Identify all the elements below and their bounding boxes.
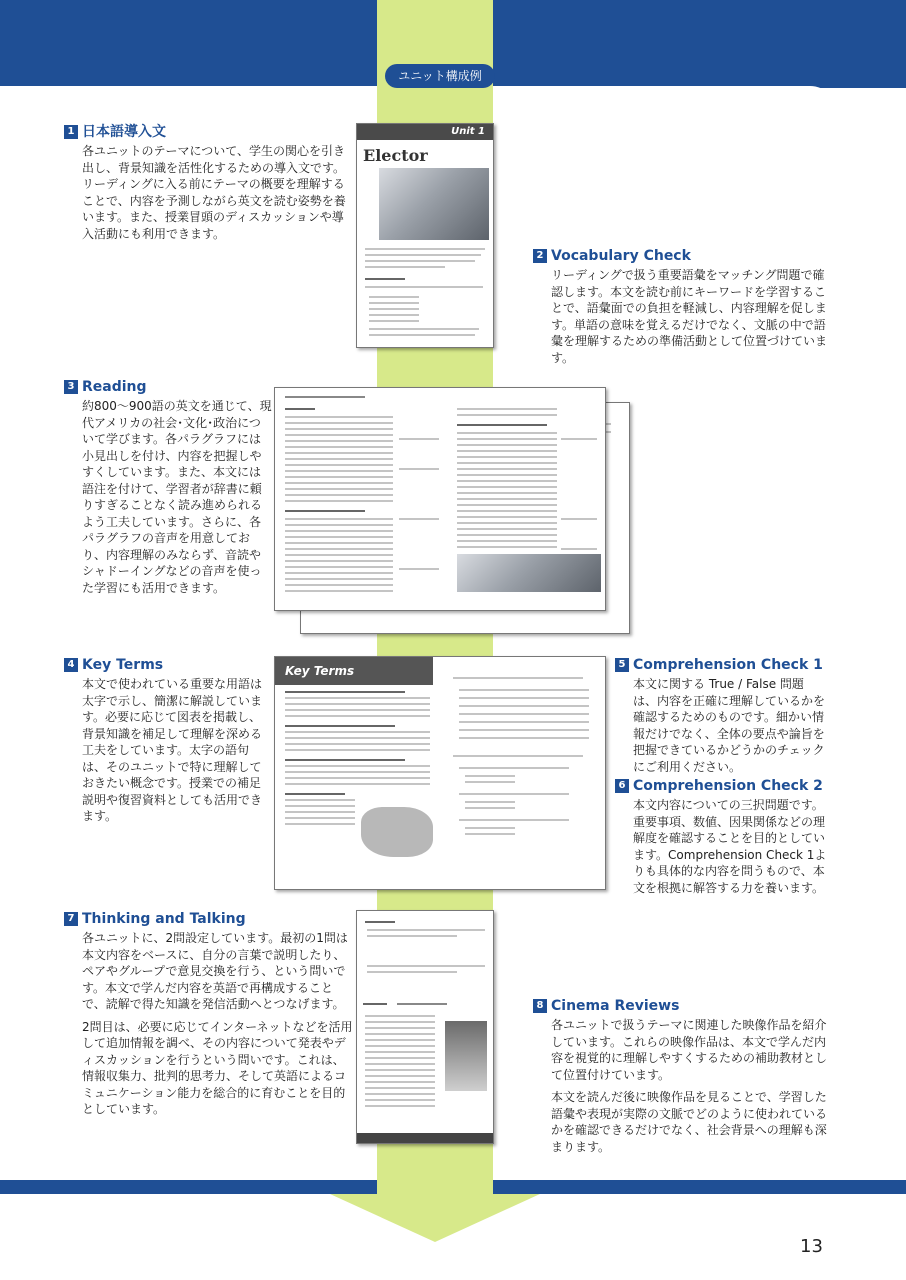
section-title: Vocabulary Check	[551, 248, 691, 264]
section-title: Reading	[82, 379, 147, 395]
section-paragraph: リーディングで扱う重要語彙をマッチング問題で確認します。本文を読む前にキーワードを学習することで、語彙面での負担を軽減し、内容理解を促します。単語の意味を覚えるだけでなく、文脈の中で語彙を理解するための準備活動として位置づけています。	[551, 268, 828, 365]
reading-spread-thumbnail	[274, 387, 606, 611]
section-title: Thinking and Talking	[82, 911, 246, 927]
section-title: Cinema Reviews	[551, 998, 680, 1014]
key-terms-spread-thumbnail	[274, 656, 606, 890]
section-number: 3	[64, 380, 78, 394]
section-paragraph: 本文内容についての三択問題です。重要事項、数値、因果関係などの理解度を確認することを目的としています。Comprehension Check 1よりも具体的な内容を問うもので、本文を根拠に解答する力を養います。	[633, 798, 827, 895]
section-paragraph: 本文を読んだ後に映像作品を見ることで、学習した語彙や表現が実際の文脈でどのように使われているかを確認できるだけでなく、社会背景への理解も深まります。	[551, 1090, 828, 1154]
player-bar	[357, 1133, 493, 1143]
unit-title: Elector	[363, 146, 428, 165]
section-title: Comprehension Check 1	[633, 657, 823, 673]
section-title: Comprehension Check 2	[633, 778, 823, 794]
section-6-comprehension-check-2	[615, 777, 827, 896]
section-number: 5	[615, 658, 629, 672]
unit-structure-badge: ユニット構成例	[385, 64, 495, 88]
section-3-reading	[64, 378, 272, 596]
movie-poster	[445, 1021, 487, 1091]
section-paragraph: 各ユニットで扱うテーマに関連した映像作品を紹介しています。これらの映像作品は、本文で学んだ内容を視覚的に理解しやすくするための補助教材として位置付けています。	[551, 1018, 828, 1082]
page-number: 13	[800, 1236, 823, 1257]
section-number: 2	[533, 249, 547, 263]
unit-intro-thumbnail	[356, 123, 494, 348]
cinema-page-thumbnail	[356, 910, 494, 1144]
section-1-japanese-intro	[64, 123, 354, 242]
section-number: 8	[533, 999, 547, 1013]
section-number: 1	[64, 125, 78, 139]
section-paragraph: 2問目は、必要に応じてインターネットなどを活用して追加情報を調べ、その内容について発表やディスカッションを行うという問いです。これは、情報収集力、批判的思考力、そして英語によるコミュニケーション能力を総合的に育むことを目的としています。	[82, 1019, 353, 1116]
section-title: 日本語導入文	[82, 124, 166, 140]
section-2-vocabulary-check	[533, 247, 829, 366]
section-paragraph: 各ユニットのテーマについて、学生の関心を引き出し、背景知識を活性化するための導入文です。リーディングに入る前にテーマの概要を理解することで、内容を予測しながら英文を読む姿勢を養います。また、授業冒頭のディスカッションや導入活動にも利用できます。	[82, 144, 346, 241]
section-number: 7	[64, 912, 78, 926]
section-paragraph: 約800～900語の英文を通じて、現代アメリカの社会･文化･政治について学びます。各パラグラフには小見出しを付け、内容を把握しやすくしています。また、本文には語注を付けて、学習者が辞書に頼りすぎることなく読み進められるよう工夫しています。さらに、各パラグラフの音声を用意しており、内容理解のみならず、音読やシャドーイングなどの音声を使った学習にも活用できます。	[82, 399, 272, 595]
section-paragraph: 本文で使われている重要な用語は太字で示し、簡潔に解説しています。必要に応じて図表を掲載し、背景知識を補足して理解を深める工夫をしています。太字の語句は、そのユニットで特に理解しておきたい概念です。授業での補足説明や復習資料としても活用できます。	[82, 677, 263, 823]
section-number: 6	[615, 779, 629, 793]
flow-arrow-head	[330, 1194, 540, 1242]
reading-photo	[457, 554, 601, 592]
section-paragraph: 本文に関する True / False 問題は、内容を正確に理解しているかを確認するためのものです。細かい情報だけでなく、全体の要点や論旨を把握できているかどうかのチェックにご利用ください。	[633, 677, 826, 774]
section-number: 4	[64, 658, 78, 672]
unit-photo	[379, 168, 489, 240]
section-5-comprehension-check-1	[615, 656, 827, 775]
us-map	[361, 807, 433, 857]
section-8-cinema-reviews	[533, 997, 829, 1155]
unit-label: Unit 1	[357, 124, 493, 140]
section-title: Key Terms	[82, 657, 164, 673]
section-4-key-terms	[64, 656, 272, 825]
section-paragraph: 各ユニットに、2問設定しています。最初の1問は本文内容をベースに、自分の言葉で説明したり、ペアやグループで意見交換を行う、という問いです。本文で学んだ内容を英語で再構成することで、読解で得た知識を発信活動へとつなげます。	[82, 931, 348, 1011]
key-terms-banner: Key Terms	[275, 657, 433, 685]
section-7-thinking-and-talking	[64, 910, 354, 1118]
